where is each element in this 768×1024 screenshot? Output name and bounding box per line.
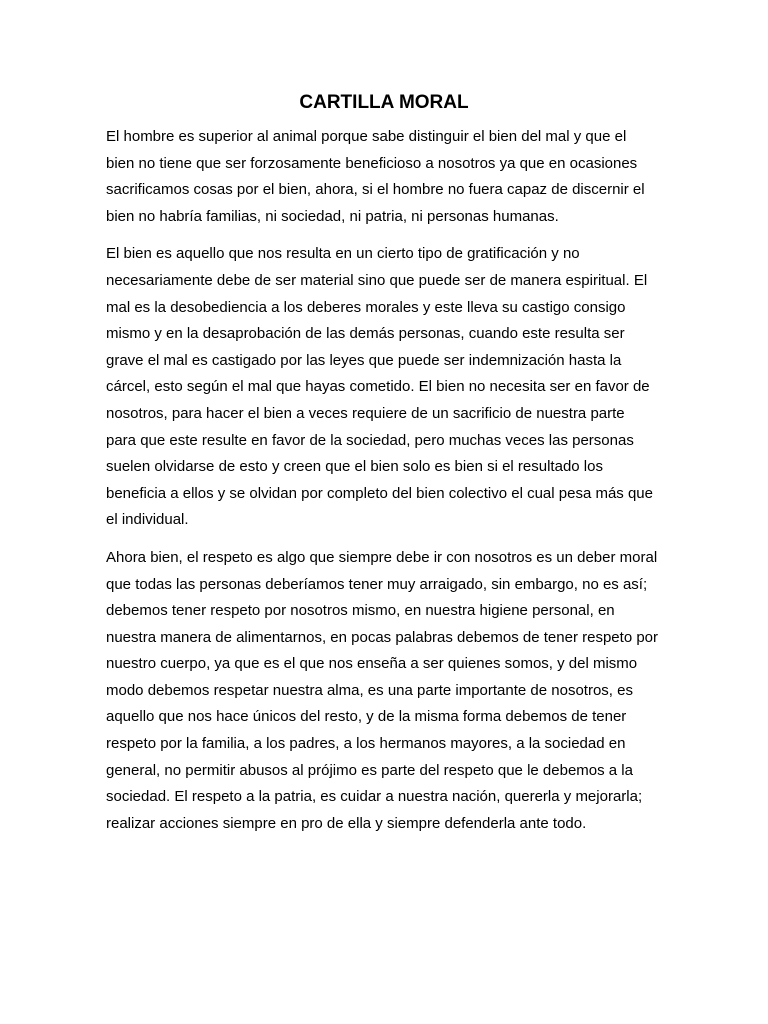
text-line: beneficia a ellos y se olvidan por completo del bien colectivo el cual pesa más que	[106, 484, 653, 502]
text-line: el individual.	[106, 511, 189, 529]
text-line: realizar acciones siempre en pro de ella y siempre defenderla ante todo.	[106, 814, 587, 832]
paragraph-1	[106, 124, 666, 230]
text-line: para que este resulte en favor de la sociedad, pero muchas veces las personas	[106, 431, 634, 449]
text-line: nuestro cuerpo, ya que es el que nos enseña a ser quienes somos, y del mismo	[106, 655, 638, 673]
text-line: necesariamente debe de ser material sino que puede ser de manera espiritual. El	[106, 271, 648, 289]
text-line: suelen olvidarse de esto y creen que el bien solo es bien si el resultado los	[106, 458, 603, 476]
text-line: sacrificamos cosas por el bien, ahora, si el hombre no fuera capaz de discernir el	[106, 181, 645, 199]
text-line: nuestra manera de alimentarnos, en pocas palabras debemos de tener respeto por	[106, 628, 659, 646]
text-line: que todas las personas deberíamos tener muy arraigado, sin embargo, no es así;	[106, 575, 648, 593]
text-line: sociedad. El respeto a la patria, es cuidar a nuestra nación, quererla y mejorarla;	[106, 788, 643, 806]
document-title: CARTILLA MORAL	[299, 92, 469, 113]
text-line: debemos tener respeto por nosotros mismo, en nuestra higiene personal, en	[106, 602, 615, 620]
text-line: bien no tiene que ser forzosamente beneficioso a nosotros ya que en ocasiones	[106, 154, 638, 172]
text-line: El bien es aquello que nos resulta en un cierto tipo de gratificación y no	[106, 245, 580, 263]
text-line: mismo y en la desaprobación de las demás personas, cuando este resulta ser	[106, 325, 625, 343]
text-line: grave el mal es castigado por las leyes que puede ser indemnización hasta la	[106, 351, 622, 369]
text-line: nosotros, para hacer el bien a veces requiere de un sacrificio de nuestra parte	[106, 404, 625, 422]
text-line: bien no habría familias, ni sociedad, ni patria, ni personas humanas.	[106, 207, 559, 225]
text-line: cárcel, esto según el mal que hayas cometido. El bien no necesita ser en favor de	[106, 378, 650, 396]
text-line: mal es la desobediencia a los deberes morales y este lleva su castigo consigo	[106, 298, 626, 316]
paragraph-3	[106, 545, 666, 838]
text-line: modo debemos respetar nuestra alma, es una parte importante de nosotros, es	[106, 681, 633, 699]
paragraph-2	[106, 241, 666, 534]
document-body	[106, 124, 666, 848]
text-line: Ahora bien, el respeto es algo que siempre debe ir con nosotros es un deber moral	[106, 548, 658, 566]
text-line: respeto por la familia, a los padres, a los hermanos mayores, a la sociedad en	[106, 735, 626, 753]
text-line: aquello que nos hace únicos del resto, y de la misma forma debemos de tener	[106, 708, 627, 726]
text-line: general, no permitir abusos al prójimo es parte del respeto que le debemos a la	[106, 761, 633, 779]
text-line: El hombre es superior al animal porque sabe distinguir el bien del mal y que el	[106, 128, 627, 145]
